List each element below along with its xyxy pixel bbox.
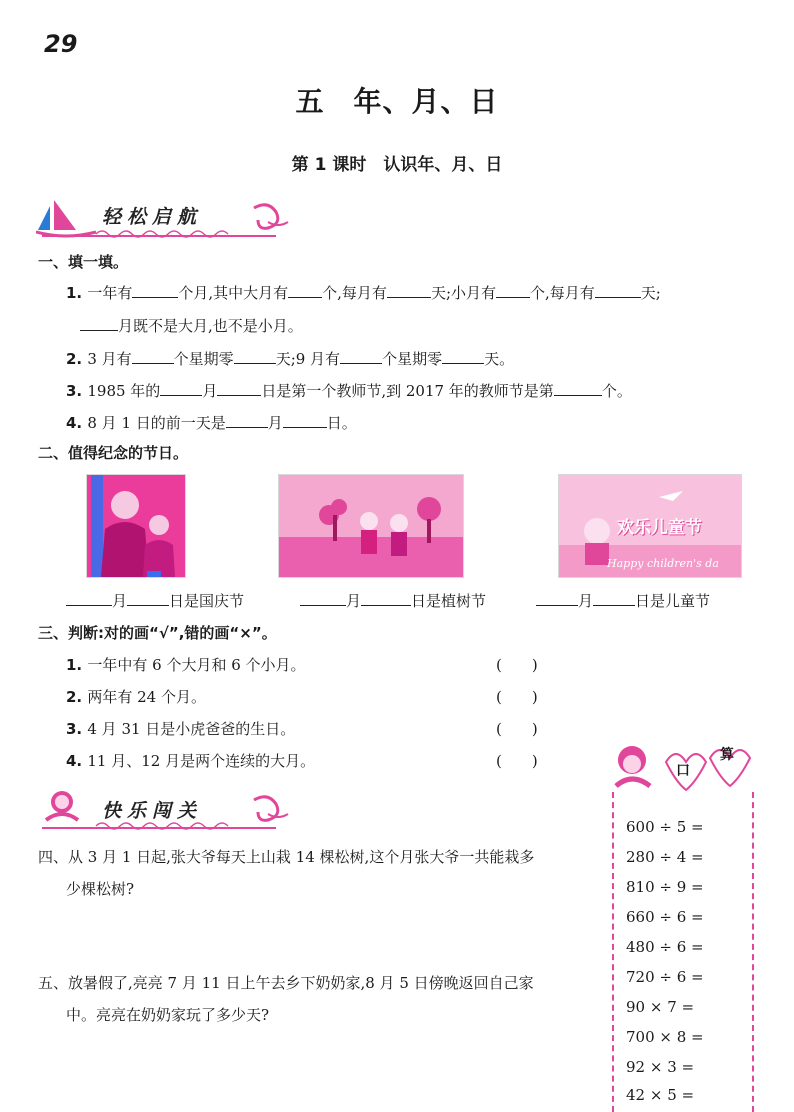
blank[interactable]: [288, 283, 322, 298]
answer-paren[interactable]: ( ): [496, 720, 538, 738]
question-section-4-line-2: 少棵松树?: [66, 880, 135, 898]
question-3: 3. 1985 年的 月 日是第一个教师节,到 2017 年的教师节是第 个。: [66, 382, 632, 400]
blank[interactable]: [283, 413, 327, 428]
blank[interactable]: [300, 591, 346, 606]
answer-paren[interactable]: ( ): [496, 752, 538, 770]
caption-tree-planting: 月 日是植树节: [300, 590, 486, 611]
question-section-4-line-1: 四、从 3 月 1 日起,张大爷每天上山栽 14 棵松树,这个月张大爷一共能栽多: [38, 848, 535, 866]
calc-item: 90 × 7 =: [626, 998, 695, 1016]
blank[interactable]: [442, 349, 484, 364]
banner-happy-challenge: [36, 786, 296, 830]
blank[interactable]: [496, 283, 530, 298]
blank[interactable]: [387, 283, 431, 298]
question-section-5-line-1: 五、放暑假了,亮亮 7 月 11 日上午去乡下奶奶家,8 月 5 日傍晚返回自己家: [38, 974, 534, 992]
judge-item-1: 1. 一年中有 6 个大月和 6 个小月。: [66, 656, 306, 674]
caption-childrens-day: 月 日是儿童节: [536, 590, 710, 611]
blank[interactable]: [340, 349, 382, 364]
blank[interactable]: [127, 591, 169, 606]
blank[interactable]: [593, 591, 635, 606]
blank[interactable]: [160, 381, 202, 396]
answer-paren[interactable]: ( ): [496, 656, 538, 674]
calc-item: 480 ÷ 6 =: [626, 938, 704, 956]
judge-item-4: 4. 11 月、12 月是两个连续的大月。: [66, 752, 316, 770]
calc-item: 42 × 5 =: [626, 1086, 695, 1104]
blank[interactable]: [80, 316, 118, 331]
section-2-heading: 二、值得纪念的节日。: [38, 444, 189, 462]
blank[interactable]: [132, 283, 178, 298]
blank[interactable]: [226, 413, 268, 428]
calc-item: 92 × 3 =: [626, 1058, 695, 1076]
banner-label: 轻松启航: [102, 206, 203, 228]
blank[interactable]: [554, 381, 602, 396]
portrait-image: [87, 475, 185, 577]
question-1-line-b: 月既不是大月,也不是小月。: [80, 315, 303, 336]
calc-item: 720 ÷ 6 =: [626, 968, 704, 986]
mental-math-label-1: 口: [676, 763, 690, 779]
blank[interactable]: [536, 591, 578, 606]
blank[interactable]: [595, 283, 641, 298]
blank[interactable]: [66, 591, 112, 606]
childrens-day-english: Happy children's da: [607, 557, 719, 570]
section-1-heading: 一、填一填。: [38, 253, 129, 271]
judge-item-2: 2. 两年有 24 个月。: [66, 688, 206, 706]
page-number: 29: [44, 30, 78, 58]
tree-planting-icon: [279, 475, 463, 577]
tree-planting-picture: [278, 474, 464, 578]
answer-paren[interactable]: ( ): [496, 688, 538, 706]
calc-item: 280 ÷ 4 =: [626, 848, 704, 866]
national-day-photo: [86, 474, 186, 578]
childrens-day-text: 欢乐儿童节: [617, 518, 702, 538]
lesson-subtitle: 第 1 课时 认识年、月、日: [291, 155, 503, 175]
mental-math-label-2: 算: [720, 747, 734, 763]
calc-item: 660 ÷ 6 =: [626, 908, 704, 926]
question-2: 2. 3 月有 个星期零 天;9 月有 个星期零 天。: [66, 350, 515, 368]
section-3-heading: 三、判断:对的画“√”,错的画“×”。: [38, 624, 277, 642]
judge-item-3: 3. 4 月 31 日是小虎爸爸的生日。: [66, 720, 296, 738]
blank[interactable]: [217, 381, 261, 396]
calc-item: 700 × 8 =: [626, 1028, 704, 1046]
blank[interactable]: [361, 591, 411, 606]
caption-national-day: 月 日是国庆节: [66, 590, 244, 611]
banner-easy-start: [36, 194, 296, 238]
question-1-line-a: 1. 一年有 个月,其中大月有 个,每月有 天;小月有 个,每月有 天;: [66, 284, 661, 302]
blank[interactable]: [234, 349, 276, 364]
blank[interactable]: [132, 349, 174, 364]
calc-item: 600 ÷ 5 =: [626, 818, 704, 836]
question-section-5-line-2: 中。亮亮在奶奶家玩了多少天?: [66, 1006, 270, 1024]
calc-item: 810 ÷ 9 =: [626, 878, 704, 896]
banner-label: 快乐闯关: [102, 800, 203, 822]
page-title: 五 年、月、日: [295, 85, 499, 118]
childrens-day-picture: [558, 474, 742, 578]
question-4: 4. 8 月 1 日的前一天是 月 日。: [66, 414, 357, 432]
